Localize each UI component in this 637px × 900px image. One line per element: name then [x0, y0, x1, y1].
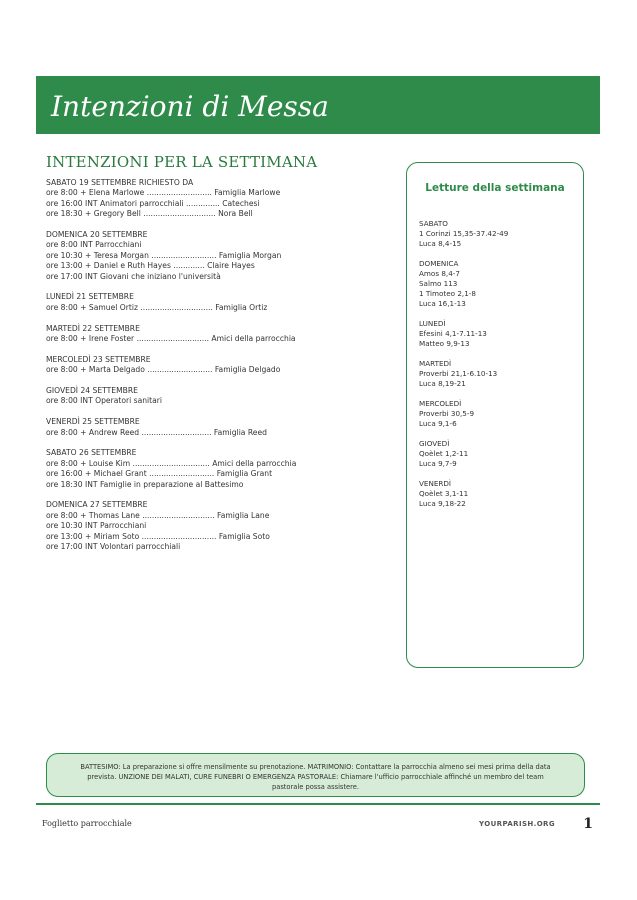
reading-day-title: LUNEDÌ [419, 319, 446, 328]
mass-intention-line: ore 8:00 + Elena Marlowe ........................... Famiglia Marlowe [46, 188, 281, 198]
reading-day-title: DOMENICA [419, 259, 459, 268]
reading-day [419, 319, 579, 349]
mass-day [46, 355, 396, 376]
mass-intention-line: ore 17:00 INT Giovani che iniziano l'università [46, 271, 221, 281]
mass-intention-line: ore 8:00 + Louise Kim ................................ Amici della parrocchia [46, 458, 297, 468]
page-title: Intenzioni di Messa [51, 90, 329, 123]
reading-reference: Amos 8,4-7 [419, 269, 460, 278]
readings-box [406, 162, 584, 668]
mass-intention-line: ore 18:30 + Gregory Bell .............................. Nora Bell [46, 209, 253, 219]
mass-intention-line: ore 10:30 + Teresa Morgan ........................... Famiglia Morgan [46, 250, 282, 260]
reading-day [419, 259, 579, 309]
mass-intentions-list [46, 178, 396, 563]
mass-day [46, 500, 396, 552]
mass-day-title: DOMENICA 20 SETTEMBRE [46, 230, 148, 240]
page-number: 1 [583, 816, 593, 832]
mass-day-title: VENERDÌ 25 SETTEMBRE [46, 417, 140, 427]
reading-reference: Salmo 113 [419, 279, 458, 288]
mass-intention-line: ore 8:00 INT Parrocchiani [46, 240, 142, 250]
mass-day [46, 324, 396, 345]
footer-website[interactable]: YOURPARISH.ORG [479, 820, 555, 828]
reading-reference: Luca 9,1-6 [419, 419, 457, 428]
mass-day-title: SABATO 19 SETTEMBRE RICHIESTO DA [46, 178, 194, 187]
section-heading: INTENZIONI PER LA SETTIMANA [46, 153, 318, 171]
header-banner [36, 76, 600, 134]
reading-day-title: MERCOLEDÌ [419, 399, 462, 408]
sacraments-notice [46, 753, 585, 797]
reading-day-title: VENERDÌ [419, 479, 452, 488]
mass-day-title: MERCOLEDÌ 23 SETTEMBRE [46, 354, 151, 364]
mass-intention-line: ore 8:00 INT Operatori sanitari [46, 396, 163, 406]
reading-reference: Efesini 4,1-7.11-13 [419, 329, 487, 338]
reading-reference: 1 Corinzi 15,35-37.42-49 [419, 229, 509, 238]
reading-reference: Qoèlet 3,1-11 [419, 489, 469, 498]
footer-divider [36, 803, 600, 805]
notice-text: BATTESIMO: La preparazione si offre mensilmente su prenotazione. MATRIMONIO: Contattare la parrocchia almeno sei mesi prima della data prevista. UNZIONE DEI MALATI, CURE FUNEBRI O EMERGENZA PASTORALE: Chiamare l'ufficio parrocchiale affinché un membro del team pastorale possa assistere. [80, 763, 551, 791]
mass-intention-line: ore 16:00 + Michael Grant ........................... Famiglia Grant [46, 469, 273, 479]
mass-day [46, 292, 396, 313]
reading-reference: Luca 16,1-13 [419, 299, 466, 308]
reading-reference: Matteo 9,9-13 [419, 339, 470, 348]
mass-intention-line: ore 8:00 + Thomas Lane .............................. Famiglia Lane [46, 510, 270, 520]
mass-day [46, 386, 396, 407]
reading-reference: Qoèlet 1,2-11 [419, 449, 469, 458]
mass-intention-line: ore 16:00 INT Animatori parrocchiali .............. Catechesi [46, 198, 260, 208]
reading-day [419, 359, 579, 389]
mass-day [46, 448, 396, 490]
mass-intention-line: ore 17:00 INT Volontari parrocchiali [46, 542, 181, 552]
reading-reference: Luca 8,4-15 [419, 239, 462, 248]
mass-day [46, 230, 396, 282]
mass-day-title: LUNEDÌ 21 SETTEMBRE [46, 292, 134, 302]
mass-day-title: DOMENICA 27 SETTEMBRE [46, 500, 148, 510]
mass-day [46, 417, 396, 438]
readings-title: Letture della settimana [425, 182, 565, 194]
reading-reference: Luca 9,18-22 [419, 499, 466, 508]
mass-intention-line: ore 8:00 + Samuel Ortiz .............................. Famiglia Ortiz [46, 302, 268, 312]
mass-intention-line: ore 13:00 + Daniel e Ruth Hayes ............. Claire Hayes [46, 261, 255, 271]
reading-day-title: MARTEDÌ [419, 359, 452, 368]
mass-intention-line: ore 13:00 + Miriam Soto ............................... Famiglia Soto [46, 531, 270, 541]
reading-reference: Proverbi 21,1-6.10-13 [419, 369, 498, 378]
mass-day [46, 178, 396, 220]
reading-reference: 1 Timoteo 2,1-8 [419, 289, 476, 298]
reading-reference: Luca 9,7-9 [419, 459, 457, 468]
reading-day [419, 219, 579, 249]
reading-reference: Proverbi 30,5-9 [419, 409, 475, 418]
reading-reference: Luca 8,19-21 [419, 379, 466, 388]
reading-day [419, 399, 579, 429]
mass-intention-line: ore 10:30 INT Parrocchiani [46, 521, 147, 531]
footer-label: Foglietto parrocchiale [42, 819, 132, 828]
reading-day-title: SABATO [419, 219, 448, 228]
mass-day-title: MARTEDÌ 22 SETTEMBRE [46, 323, 140, 333]
mass-day-title: SABATO 26 SETTEMBRE [46, 448, 137, 458]
mass-intention-line: ore 8:00 + Marta Delgado ........................... Famiglia Delgado [46, 365, 281, 375]
reading-day [419, 439, 579, 469]
mass-intention-line: ore 8:00 + Irene Foster .............................. Amici della parrocchia [46, 334, 296, 344]
reading-day [419, 479, 579, 509]
mass-intention-line: ore 18:30 INT Famiglie in preparazione al Battesimo [46, 479, 244, 489]
readings-list [419, 219, 579, 519]
mass-intention-line: ore 8:00 + Andrew Reed ............................. Famiglia Reed [46, 427, 267, 437]
mass-day-title: GIOVEDÌ 24 SETTEMBRE [46, 386, 138, 396]
reading-day-title: GIOVEDÌ [419, 439, 450, 448]
